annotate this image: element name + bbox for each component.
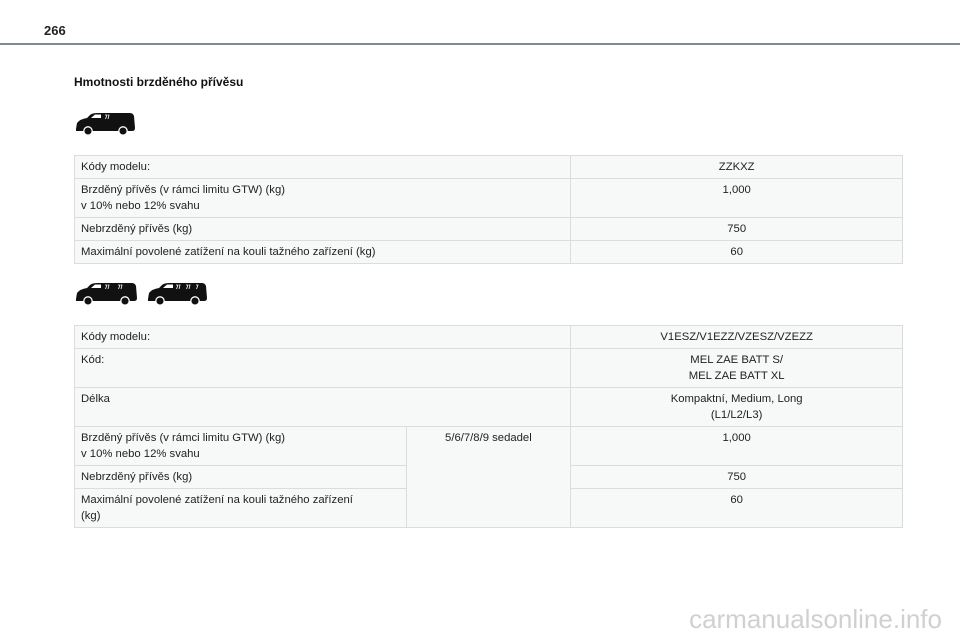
row-value: 1,000 bbox=[571, 179, 903, 218]
page-number: 266 bbox=[44, 23, 66, 38]
table-1 bbox=[74, 155, 903, 264]
row-value: 1,000 bbox=[571, 427, 903, 466]
van-short-icon bbox=[74, 112, 136, 136]
table-row bbox=[75, 218, 903, 241]
row-label: Brzděný přívěs (v rámci limitu GTW) (kg) v 10% nebo 12% svahu bbox=[75, 179, 571, 218]
van-medium-icon bbox=[74, 282, 138, 306]
row-value: 60 bbox=[571, 241, 903, 264]
van-long-icon bbox=[146, 282, 208, 306]
row-label: Kódy modelu: bbox=[75, 156, 571, 179]
table-row bbox=[75, 156, 903, 179]
section-title: Hmotnosti brzděného přívěsu bbox=[74, 75, 244, 89]
row-value: MEL ZAE BATT S/ MEL ZAE BATT XL bbox=[571, 349, 903, 388]
table-row bbox=[75, 427, 903, 466]
row-value: ZZKXZ bbox=[571, 156, 903, 179]
row-label: Maximální povolené zatížení na kouli tažného zařízení (kg) bbox=[75, 241, 571, 264]
row-value: Kompaktní, Medium, Long (L1/L2/L3) bbox=[571, 388, 903, 427]
table-row bbox=[75, 179, 903, 218]
row-label: Kód: bbox=[75, 349, 571, 388]
table-row bbox=[75, 388, 903, 427]
seats-cell: 5/6/7/8/9 sedadel bbox=[406, 427, 571, 528]
row-label: Maximální povolené zatížení na kouli tažného zařízení (kg) bbox=[75, 489, 407, 528]
table-2 bbox=[74, 325, 903, 528]
row-value: V1ESZ/V1EZZ/VZESZ/VZEZZ bbox=[571, 326, 903, 349]
row-label: Délka bbox=[75, 388, 571, 427]
row-label: Brzděný přívěs (v rámci limitu GTW) (kg) v 10% nebo 12% svahu bbox=[75, 427, 407, 466]
watermark: carmanualsonline.info bbox=[689, 604, 942, 634]
row-label: Nebrzděný přívěs (kg) bbox=[75, 466, 407, 489]
header-rule bbox=[0, 43, 960, 45]
row-value: 60 bbox=[571, 489, 903, 528]
row-label: Nebrzděný přívěs (kg) bbox=[75, 218, 571, 241]
table-row bbox=[75, 326, 903, 349]
row-value: 750 bbox=[571, 466, 903, 489]
row-label: Kódy modelu: bbox=[75, 326, 571, 349]
row-value: 750 bbox=[571, 218, 903, 241]
table-row bbox=[75, 241, 903, 264]
table-row bbox=[75, 349, 903, 388]
